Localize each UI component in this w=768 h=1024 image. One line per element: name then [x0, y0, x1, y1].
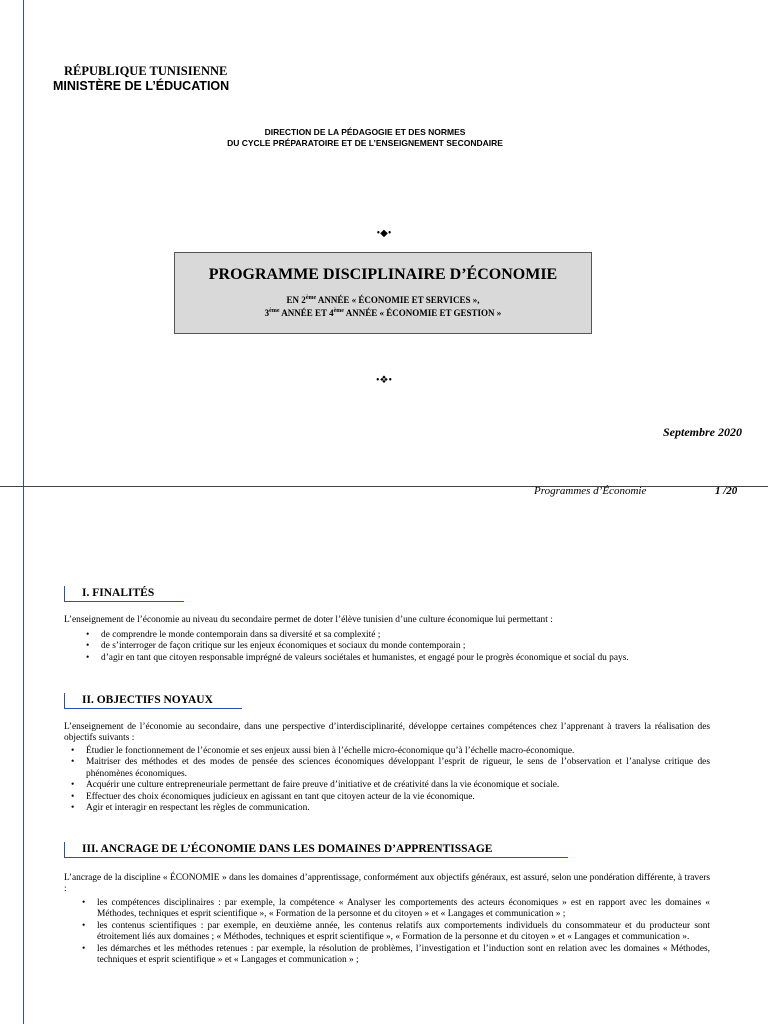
section-heading-bar: [64, 586, 65, 601]
list-item: • de s’interroger de façon critique sur les enjeux économiques et sociaux du monde contemporain ;: [86, 641, 466, 652]
bullet-icon: •: [86, 641, 90, 652]
republic-label: RÉPUBLIQUE TUNISIENNE: [64, 64, 228, 78]
bullet-icon: •: [71, 780, 75, 791]
bullet-icon: •: [82, 920, 86, 931]
list-item: • les compétences disciplinaires : par exemple, la compétence « Analyser les comportements des acteurs économiques » est en rapport avec les domaines « Méthodes, techniques et esprit scientifique », « Formation de la personne et du citoyen » et « Langages et communication » ;: [82, 898, 710, 920]
list-item: • d’agir en tant que citoyen responsable imprégné de valeurs sociétales et humanistes, et engagé pour le progrès économique et social du pays.: [86, 652, 629, 663]
footer-label: Programmes d’Économie: [534, 485, 647, 497]
direction-block: [200, 127, 530, 149]
list-item: • Effectuer des choix économiques judicieux en agissant en tant que citoyen acteur de la vie économique.: [71, 791, 475, 802]
section-intro: L’enseignement de l’économie au secondaire, dans une perspective d’interdisciplinarité, développe certaines compétences chez l’apprenant à travers la réalisation des objectifs suivants :: [64, 722, 710, 744]
section-bullets: [82, 898, 710, 966]
page-separator: [0, 486, 768, 487]
section-intro: L’enseignement de l’économie au niveau du secondaire permet de doter l’élève tunisien d’une culture économique lui permettant :: [64, 615, 553, 625]
bullet-icon: •: [82, 898, 86, 908]
section-heading-underline: [64, 857, 568, 858]
title-subline-2: 3ème ANNÉE ET 4ème ANNÉE « ÉCONOMIE ET GESTION »: [264, 308, 502, 318]
list-item: • Acquérir une culture entrepreneuriale permettant de faire preuve d’initiative et de créativité dans la vie économique et sociale.: [71, 780, 560, 791]
section-heading-underline: [64, 708, 242, 709]
section-heading: III. ANCRAGE DE L’ÉCONOMIE DANS LES DOMAINES D’APPRENTISSAGE: [64, 842, 584, 858]
bullet-icon: •: [71, 746, 75, 756]
bullet-icon: •: [71, 791, 75, 802]
section-bullets: [86, 630, 710, 664]
section-intro: L’ancrage de la discipline « ÉCONOMIE » dans les domaines d’apprentissage, conformément aux objectifs généraux, est assuré, selon une pondération différente, à travers :: [64, 873, 710, 895]
list-item: • les contenus scientifiques : par exemple, en deuxième année, les contenus relatifs aux comportements individuels du consommateur et du producteur sont étroitement liés aux domaines ; « Méthodes, techniques et esprit scientifique », « Formation de la personne et du citoyen » et « Langages et communication ».: [82, 920, 710, 943]
section-heading-bar: [64, 842, 65, 857]
section-heading-bar: [64, 693, 65, 708]
document-date: Septembre 2020: [663, 425, 742, 439]
direction-line-2: DU CYCLE PRÉPARATOIRE ET DE L’ENSEIGNEMENT SECONDAIRE: [227, 138, 503, 148]
left-margin-line: [23, 0, 24, 1024]
section-heading-underline: [64, 601, 184, 602]
page-number: 1 /20: [715, 485, 738, 497]
title-subline-1: EN 2ème ANNÉE « ÉCONOMIE ET SERVICES »,: [286, 295, 480, 305]
ornament-bottom: •❖•: [376, 375, 392, 386]
title-subline: [175, 293, 591, 319]
section-heading: I. FINALITÉS: [64, 586, 324, 602]
ministry-label: MINISTÈRE DE L’ÉDUCATION: [53, 79, 230, 93]
document-title: PROGRAMME DISCIPLINAIRE D’ÉCONOMIE: [208, 266, 558, 283]
list-item: • Étudier le fonctionnement de l’économie et ses enjeux aussi bien à l’échelle micro-économique qu’à l’échelle macro-économique.: [71, 746, 575, 756]
section-heading: II. OBJECTIFS NOYAUX: [64, 693, 324, 709]
ornament-top: •◆•: [376, 228, 392, 239]
section-bullets: [71, 746, 710, 814]
bullet-icon: •: [86, 652, 90, 663]
list-item: • Maitriser des méthodes et des modes de pensée des sciences économiques développant l’esprit de rigueur, le sens de l’observation et l’analyse critique des phénomènes économiques.: [71, 757, 710, 779]
list-item: • de comprendre le monde contemporain dans sa diversité et sa complexité ;: [86, 630, 381, 640]
title-box: [174, 252, 592, 334]
direction-line-1: DIRECTION DE LA PÉDAGOGIE ET DES NORMES: [264, 127, 466, 137]
bullet-icon: •: [71, 757, 75, 768]
bullet-icon: •: [71, 803, 75, 814]
list-item: • les démarches et les méthodes retenues : par exemple, la résolution de problèmes, l’investigation et l’induction sont en relation avec les domaines « Méthodes, techniques et esprit scientifique » et « Langages et communication » ;: [82, 943, 710, 966]
bullet-icon: •: [86, 630, 90, 640]
list-item: • Agir et interagir en respectant les règles de communication.: [71, 803, 310, 814]
bullet-icon: •: [82, 943, 86, 954]
